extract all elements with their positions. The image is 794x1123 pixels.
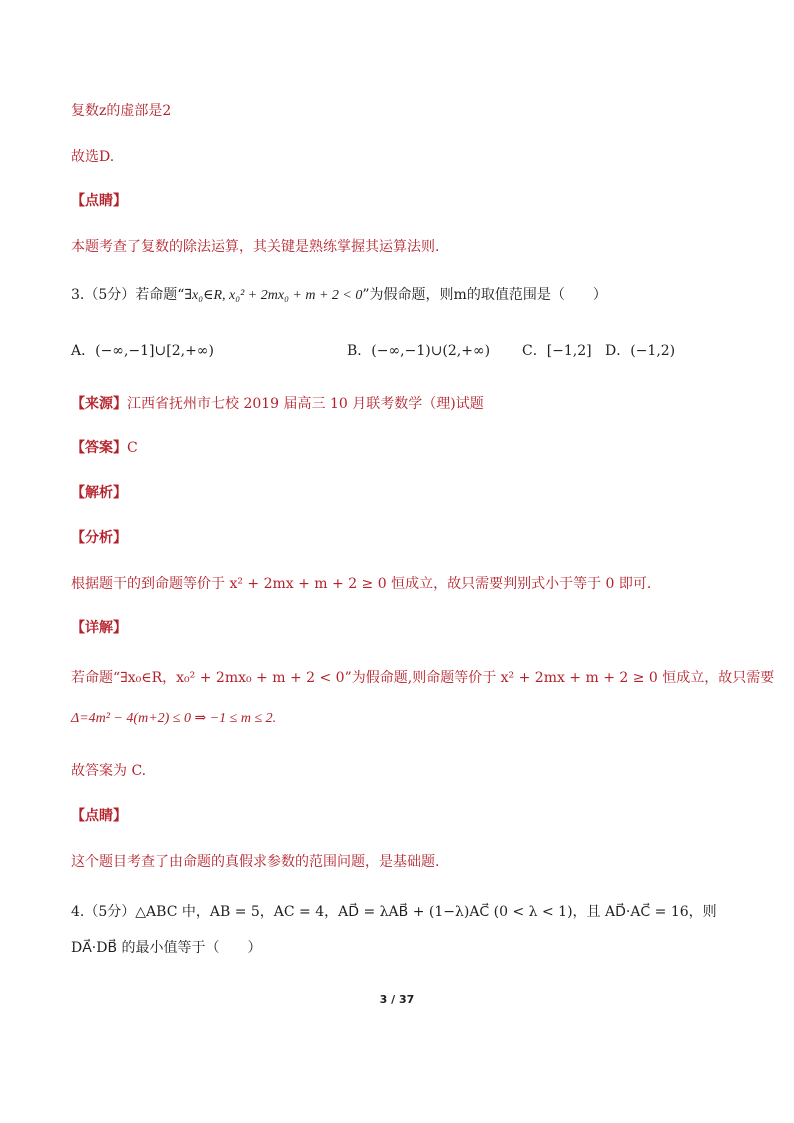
page-number: 3 / 37: [379, 993, 415, 1006]
heading-xiangjie: 【详解】: [71, 620, 127, 636]
source-text: 江西省抚州市七校 2019 届高三 10 月联考数学（理)试题: [127, 396, 484, 412]
option-b: B．(−∞,−1)∪(2,+∞): [347, 343, 491, 359]
question-3-prefix: 3.（5分）若命题“: [71, 287, 185, 303]
heading-fenxi: 【分析】: [71, 530, 127, 546]
answer-tag: 【答案】: [71, 440, 127, 456]
option-a: A．(−∞,−1]∪[2,+∞): [71, 343, 214, 359]
answer-line: [71, 438, 734, 458]
heading-jiexi: 【解析】: [71, 485, 127, 501]
question-3: [71, 285, 734, 306]
text-line-summary: 本题考查了复数的除法运算，其关键是熟练掌握其运算法则.: [71, 239, 440, 255]
question-4-line-1: 4.（5分）△ABC 中，AB = 5，AC = 4，AD⃗ = λAB⃗ + (1−λ)AC⃗ (0 < λ < 1)，且 AD⃗·AC⃗ = 16，则: [71, 904, 717, 920]
heading-dianjing-2: 【点睛】: [71, 808, 127, 824]
text-line-conclusion: 故答案为 C.: [71, 763, 147, 779]
text-line-summary-2: 这个题目考查了由命题的真假求参数的范围问题，是基础题.: [71, 854, 440, 870]
text-line-xiangjie: 若命题“∃x₀∈R，x₀² + 2mx₀ + m + 2 < 0”为假命题,则命题等价于 x² + 2mx + m + 2 ≥ 0 恒成立，故只需要: [71, 670, 775, 686]
question-3-formula: ∃x₀∈R, x₀² + 2mx₀ + m + 2 < 0: [184, 288, 363, 303]
option-c: C．[−1,2]: [522, 343, 592, 359]
text-line-choose-d: 故选D.: [71, 149, 115, 165]
source-line: [71, 394, 734, 414]
question-3-options: [71, 341, 734, 363]
text-line-discriminant: Δ=4m² − 4(m+2) ≤ 0 ⇒ −1 ≤ m ≤ 2.: [71, 711, 277, 726]
question-3-suffix: ”为假命题，则m的取值范围是（ ）: [362, 287, 607, 303]
question-4-line-2: DA⃗·DB⃗ 的最小值等于（ ）: [71, 940, 262, 956]
option-d: D．(−1,2): [605, 343, 676, 359]
text-line-imag-part: 复数z的虚部是2: [71, 103, 172, 119]
text-line-fenxi: 根据题干的到命题等价于 x² + 2mx + m + 2 ≥ 0 恒成立，故只需要判别式小于等于 0 即可.: [71, 576, 652, 592]
answer-text: C: [127, 440, 138, 456]
heading-dianjing: 【点睛】: [71, 193, 127, 209]
source-tag: 【来源】: [71, 396, 127, 412]
